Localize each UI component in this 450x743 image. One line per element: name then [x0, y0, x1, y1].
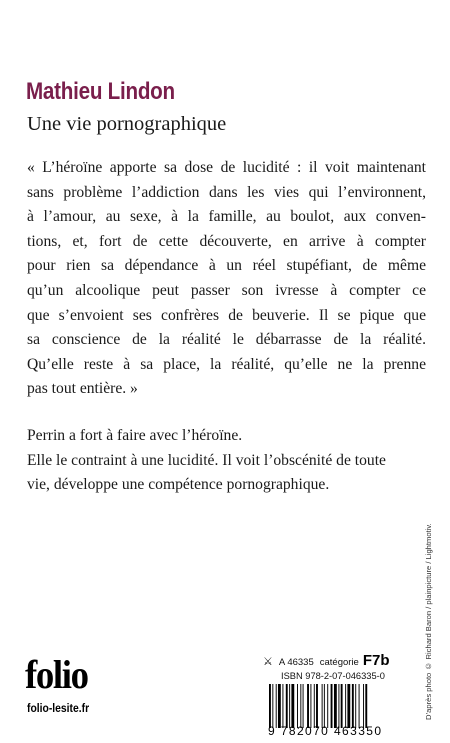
- barcode-bar: [307, 684, 309, 728]
- category-label: catégorie: [319, 657, 359, 668]
- barcode-bar: [316, 684, 318, 728]
- summary-line: Perrin a fort à faire avec l’héroïne.: [27, 427, 243, 444]
- barcode-number: 9 782070 463350: [268, 724, 383, 738]
- barcode-bar: [322, 684, 323, 728]
- barcode-bar: [282, 684, 283, 728]
- barcode-bar: [276, 684, 277, 728]
- book-title: Une vie pornographique: [27, 113, 227, 135]
- barcode-bar: [289, 684, 290, 728]
- quote-line: pour rien sa dépendance à un réel stupéfiant, de même: [27, 257, 426, 275]
- publisher-website[interactable]: folio-lesite.fr: [27, 703, 90, 715]
- quote-line: que s’envoient ses confrères de beuverie. Il se pique que: [27, 306, 426, 324]
- quote-line: sans problème l’addiction dans les vies qui l’environnent,: [27, 183, 426, 201]
- barcode: [268, 684, 408, 728]
- barcode-bar: [347, 684, 350, 728]
- barcode-bar: [338, 684, 339, 728]
- barcode-bar: [365, 684, 367, 728]
- barcode-bar: [334, 684, 337, 728]
- barcode-bar: [363, 684, 364, 728]
- barcode-bar: [310, 684, 311, 728]
- quote-block: [27, 156, 426, 402]
- barcode-bar: [324, 684, 325, 728]
- barcode-bar: [341, 684, 343, 728]
- summary-block: [27, 424, 426, 498]
- quote-line: à l’amour, au sexe, à la famille, au boulot, aux conven-: [27, 208, 426, 226]
- category-row: [263, 652, 390, 669]
- barcode-bar: [269, 684, 271, 728]
- author-name: Mathieu Lindon: [26, 78, 175, 105]
- folio-logo: folio: [25, 652, 88, 697]
- barcode-bar: [331, 684, 333, 728]
- barcode-bar: [314, 684, 315, 728]
- summary-line: Elle le contraint à une lucidité. Il voit l’obscénité de toute: [27, 451, 386, 469]
- barcode-bar: [300, 684, 301, 728]
- barcode-bar: [355, 684, 356, 728]
- barcode-bar: [352, 684, 354, 728]
- barcode-bar: [297, 684, 298, 728]
- isbn: ISBN 978-2-07-046335-0: [281, 671, 385, 681]
- barcode-bar: [327, 684, 328, 728]
- quote-line: sa conscience de la réalité le débarrasse de la réalité.: [27, 331, 426, 349]
- quote-line: tions, et, fort de cette découverte, en arrive à compter: [27, 232, 426, 250]
- category-code: F7b: [362, 652, 390, 669]
- barcode-bar: [272, 684, 273, 728]
- barcode-bar: [303, 684, 304, 728]
- sword-cross-icon: ⚔: [263, 656, 273, 668]
- category-prefix: A 46335: [278, 657, 314, 668]
- quote-line: Qu’elle reste à sa place, la réalité, qu’elle ne la prenne: [27, 355, 426, 373]
- barcode-bar: [278, 684, 281, 728]
- quote-line: pas tout entière. »: [27, 380, 138, 398]
- barcode-bar: [359, 684, 360, 728]
- photo-credit: D’après photo © Richard Baron / plainpicture / Lightmotiv.: [424, 523, 433, 720]
- quote-line: « L’héroïne apporte sa dose de lucidité : il voit maintenant: [27, 159, 426, 176]
- summary-line: vie, développe une compétence pornographique.: [27, 476, 330, 494]
- barcode-bar: [291, 684, 294, 728]
- barcode-bar: [345, 684, 346, 728]
- quote-line: qu’un alcoolique peut passer son ivresse à compter ce: [27, 281, 426, 299]
- barcode-bar: [286, 684, 288, 728]
